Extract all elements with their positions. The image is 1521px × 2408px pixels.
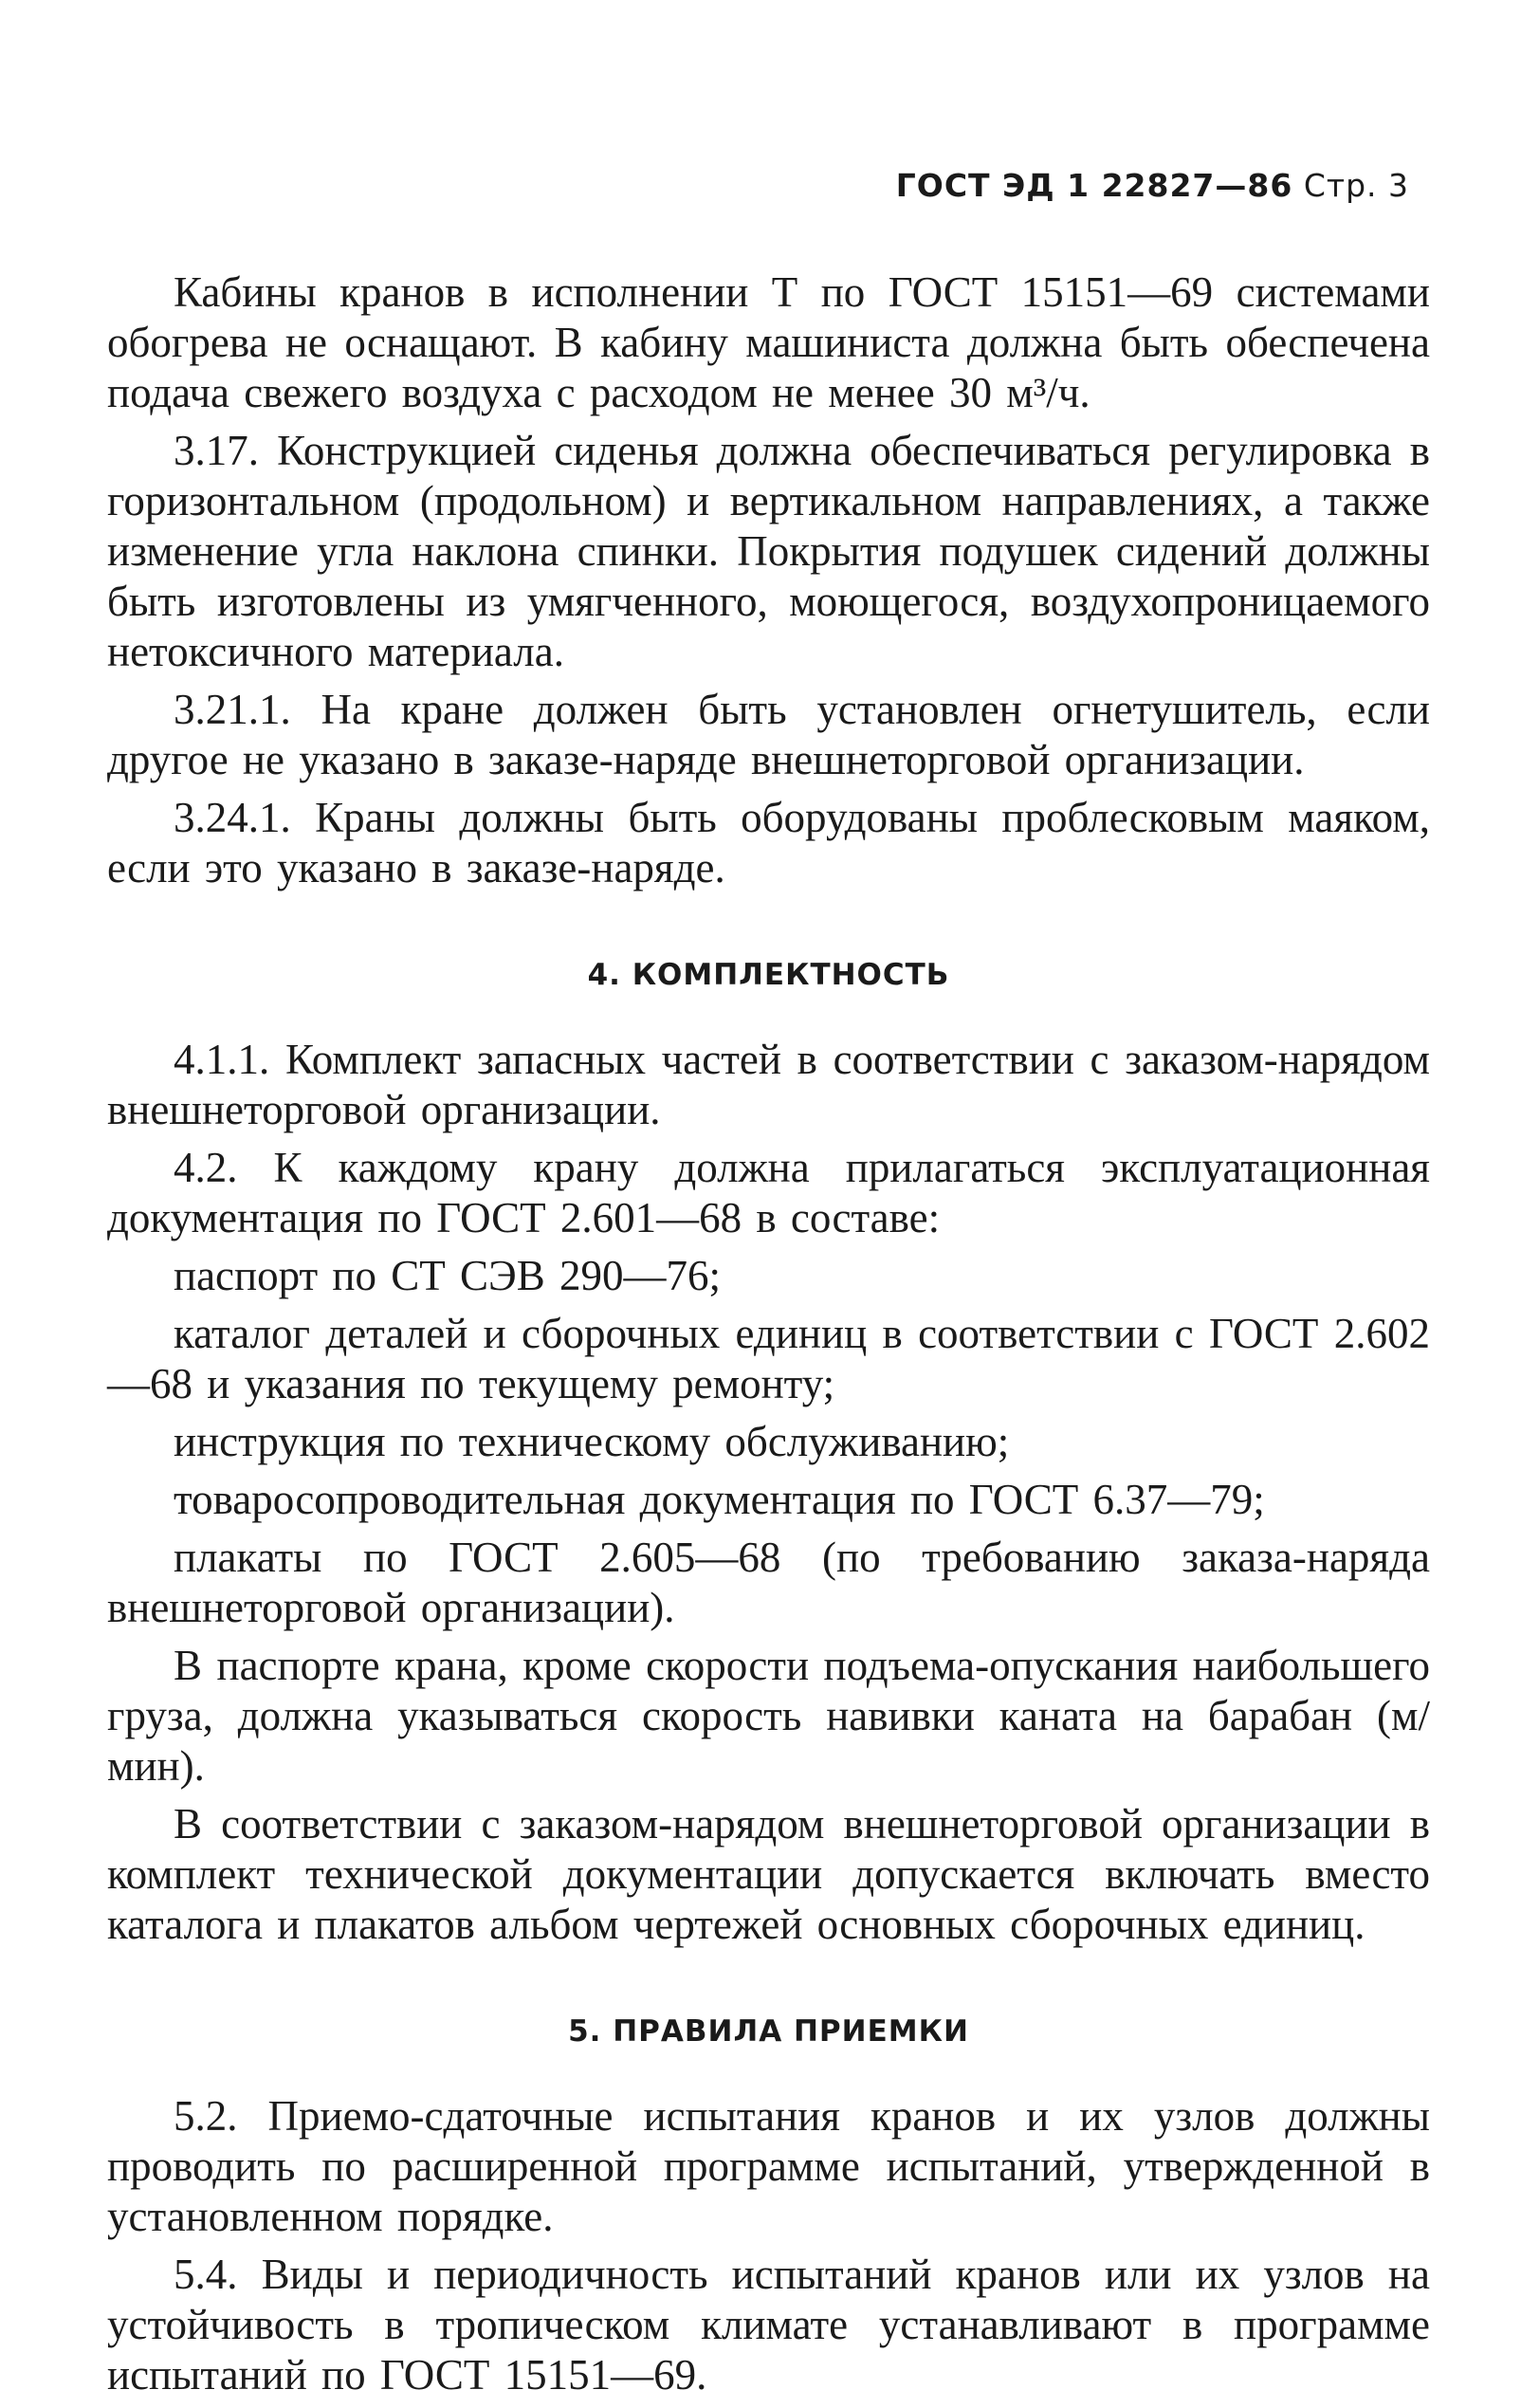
paragraph-4-1-1: 4.1.1. Комплект запасных частей в соответствии с заказом-нарядом внешнеторговой организации.: [107, 1036, 1430, 1133]
paragraph-3-17: 3.17. Конструкцией сиденья должна обеспечиваться регулировка в горизонтальном (продольном) и вертикальном направлениях, а также изменение угла наклона спинки. Покрытия подушек сидений должны быть изготовлены из умягченного, моющегося, воздухопроницаемого нетоксичного материала.: [107, 427, 1430, 675]
paragraph-5-4: 5.4. Виды и периодичность испытаний кранов или их узлов на устойчивость в тропическом климате устанавливают в программе испытаний по ГОСТ 15151—69.: [107, 2251, 1430, 2399]
document-body: [107, 267, 1430, 2408]
paragraph-4-2: 4.2. К каждому крану должна прилагаться эксплуатационная документация по ГОСТ 2.601—68 в составе:: [107, 1144, 1430, 1241]
page-number: Стр. 3: [1303, 167, 1409, 204]
standard-number: ГОСТ ЭД 1 22827—86: [895, 167, 1293, 204]
running-header: [896, 167, 1409, 204]
paragraph-3-24-1: 3.24.1. Краны должны быть оборудованы проблесковым маяком, если это указано в заказе-наряде.: [107, 794, 1430, 892]
paragraph-cabin-heating: Кабины кранов в исполнении Т по ГОСТ 15151—69 системами обогрева не оснащают. В кабину машиниста должна быть обеспечена подача свежего воздуха с расходом не менее 30 м³/ч.: [107, 268, 1430, 416]
section-5-heading: 5. ПРАВИЛА ПРИЕМКИ: [568, 2014, 969, 2049]
paragraph-3-21-1: 3.21.1. На кране должен быть установлен огнетушитель, если другое не указано в заказе-наряде внешнеторговой организации.: [107, 686, 1430, 783]
list-item-instruction: инструкция по техническому обслуживанию;: [174, 1418, 1010, 1465]
paragraph-drawings-album: В соответствии с заказом-нарядом внешнеторговой организации в комплект технической документации допускается включать вместо каталога и плакатов альбом чертежей основных сборочных единиц.: [107, 1800, 1430, 1948]
list-item-shipping-docs: товаросопроводительная документация по ГОСТ 6.37—79;: [174, 1476, 1265, 1523]
section-4-heading: 4. КОМПЛЕКТНОСТЬ: [587, 958, 950, 992]
list-item-passport: паспорт по СТ СЭВ 290—76;: [174, 1252, 722, 1299]
list-item-posters: плакаты по ГОСТ 2.605—68 (по требованию заказа-наряда внешнеторговой организации).: [107, 1534, 1430, 1631]
paragraph-passport-speed: В паспорте крана, кроме скорости подъема-опускания наибольшего груза, должна указываться скорость навивки каната на барабан (м/мин).: [107, 1642, 1430, 1790]
list-item-catalog: каталог деталей и сборочных единиц в соответствии с ГОСТ 2.602—68 и указания по текущему ремонту;: [107, 1310, 1430, 1407]
paragraph-5-2: 5.2. Приемо-сдаточные испытания кранов и их узлов должны проводить по расширенной программе испытаний, утвержденной в установленном порядке.: [107, 2092, 1430, 2240]
